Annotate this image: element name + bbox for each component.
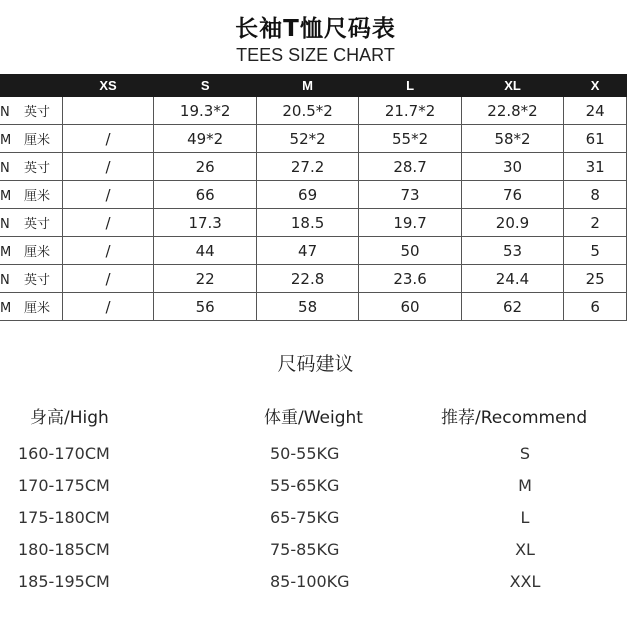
suggestion-height: 175-180CM — [18, 508, 110, 527]
row-label — [0, 181, 62, 209]
unit-label: 英寸 — [24, 217, 51, 232]
table-cell: 44 — [154, 237, 256, 265]
suggestion-weight: 55-65KG — [270, 476, 340, 495]
suggestion-size: XL — [515, 540, 535, 559]
row-label — [0, 209, 62, 237]
suggestion-title: 尺码建议 — [277, 353, 354, 375]
table-cell: 18.5 — [256, 209, 358, 237]
table-row — [0, 125, 627, 153]
table-cell: 61 — [564, 125, 627, 153]
suggestion-weight: 85-100KG — [270, 572, 350, 591]
suggestion-size: M — [518, 476, 532, 495]
table-cell: 6 — [564, 293, 627, 321]
table-cell: 19.3*2 — [154, 97, 256, 125]
table-cell: 25 — [564, 265, 627, 293]
header-cell: M — [256, 75, 358, 97]
suggestion-size: S — [519, 444, 531, 463]
unit-letter: M — [0, 133, 12, 148]
suggestion-weight: 50-55KG — [270, 444, 340, 463]
header-cell: L — [359, 75, 461, 97]
table-cell: 22.8*2 — [461, 97, 563, 125]
table-cell: / — [62, 209, 154, 237]
weight-header: 体重/Weight — [264, 408, 363, 428]
suggestion-height: 160-170CM — [18, 444, 110, 463]
table-row — [0, 265, 627, 293]
table-cell: / — [62, 265, 154, 293]
table-cell: 19.7 — [359, 209, 461, 237]
unit-letter: N — [0, 217, 10, 232]
page-title: 长袖T恤尺码表 — [235, 16, 396, 42]
unit-letter: M — [0, 189, 12, 204]
unit-label: 英寸 — [24, 161, 51, 176]
row-label — [0, 97, 62, 125]
table-cell: / — [62, 125, 154, 153]
table-cell: 26 — [154, 153, 256, 181]
row-label — [0, 153, 62, 181]
size-chart-table — [0, 74, 627, 321]
unit-label: 厘米 — [24, 245, 51, 260]
table-cell: 28.7 — [359, 153, 461, 181]
table-cell: 60 — [359, 293, 461, 321]
table-cell: 76 — [461, 181, 563, 209]
table-cell: 73 — [359, 181, 461, 209]
table-row — [0, 293, 627, 321]
table-cell: 31 — [564, 153, 627, 181]
table-cell: 24.4 — [461, 265, 563, 293]
table-row — [0, 237, 627, 265]
unit-letter: N — [0, 273, 10, 288]
suggestion-height: 170-175CM — [18, 476, 110, 495]
table-cell: 24 — [564, 97, 627, 125]
table-row — [0, 97, 627, 125]
table-cell: 22.8 — [256, 265, 358, 293]
table-cell: 2 — [564, 209, 627, 237]
page-subtitle: TEES SIZE CHART — [236, 45, 395, 65]
table-cell: 49*2 — [154, 125, 256, 153]
unit-label: 厘米 — [24, 133, 51, 148]
unit-letter: N — [0, 105, 10, 120]
table-row — [0, 181, 627, 209]
table-cell: 22 — [154, 265, 256, 293]
table-cell: 62 — [461, 293, 563, 321]
header-cell: XL — [461, 75, 563, 97]
table-cell: 58*2 — [461, 125, 563, 153]
table-row — [0, 209, 627, 237]
table-cell: 53 — [461, 237, 563, 265]
table-row — [0, 153, 627, 181]
header-cell: XS — [62, 75, 154, 97]
unit-letter: M — [0, 301, 12, 316]
table-cell: 52*2 — [256, 125, 358, 153]
table-cell — [62, 97, 154, 125]
row-label — [0, 265, 62, 293]
header-cell: S — [154, 75, 256, 97]
table-cell: 50 — [359, 237, 461, 265]
unit-letter: M — [0, 245, 12, 260]
row-label — [0, 125, 62, 153]
table-cell: 69 — [256, 181, 358, 209]
table-cell: 20.5*2 — [256, 97, 358, 125]
unit-label: 厘米 — [24, 189, 51, 204]
table-cell: 27.2 — [256, 153, 358, 181]
unit-label: 厘米 — [24, 301, 51, 316]
table-cell: 30 — [461, 153, 563, 181]
table-cell: 23.6 — [359, 265, 461, 293]
unit-label: 英寸 — [24, 105, 51, 120]
table-cell: / — [62, 237, 154, 265]
table-cell: 20.9 — [461, 209, 563, 237]
table-cell: 58 — [256, 293, 358, 321]
table-header-row — [0, 75, 627, 97]
recommend-header: 推荐/Recommend — [441, 408, 588, 428]
row-label — [0, 293, 62, 321]
table-cell: / — [62, 181, 154, 209]
suggestion-size: XXL — [509, 572, 541, 591]
suggestion-height: 180-185CM — [18, 540, 110, 559]
table-cell: / — [62, 153, 154, 181]
table-cell: 47 — [256, 237, 358, 265]
unit-letter: N — [0, 161, 10, 176]
table-cell: 56 — [154, 293, 256, 321]
suggestion-size: L — [520, 508, 530, 527]
header-cell: X — [564, 75, 627, 97]
unit-label: 英寸 — [24, 273, 51, 288]
table-cell: / — [62, 293, 154, 321]
table-cell: 8 — [564, 181, 627, 209]
header-cell — [0, 75, 62, 97]
row-label — [0, 237, 62, 265]
height-header: 身高/High — [30, 408, 109, 428]
table-cell: 21.7*2 — [359, 97, 461, 125]
table-cell: 17.3 — [154, 209, 256, 237]
suggestion-height: 185-195CM — [18, 572, 110, 591]
suggestion-weight: 75-85KG — [270, 540, 340, 559]
table-cell: 5 — [564, 237, 627, 265]
table-cell: 66 — [154, 181, 256, 209]
table-cell: 55*2 — [359, 125, 461, 153]
suggestion-weight: 65-75KG — [270, 508, 340, 527]
